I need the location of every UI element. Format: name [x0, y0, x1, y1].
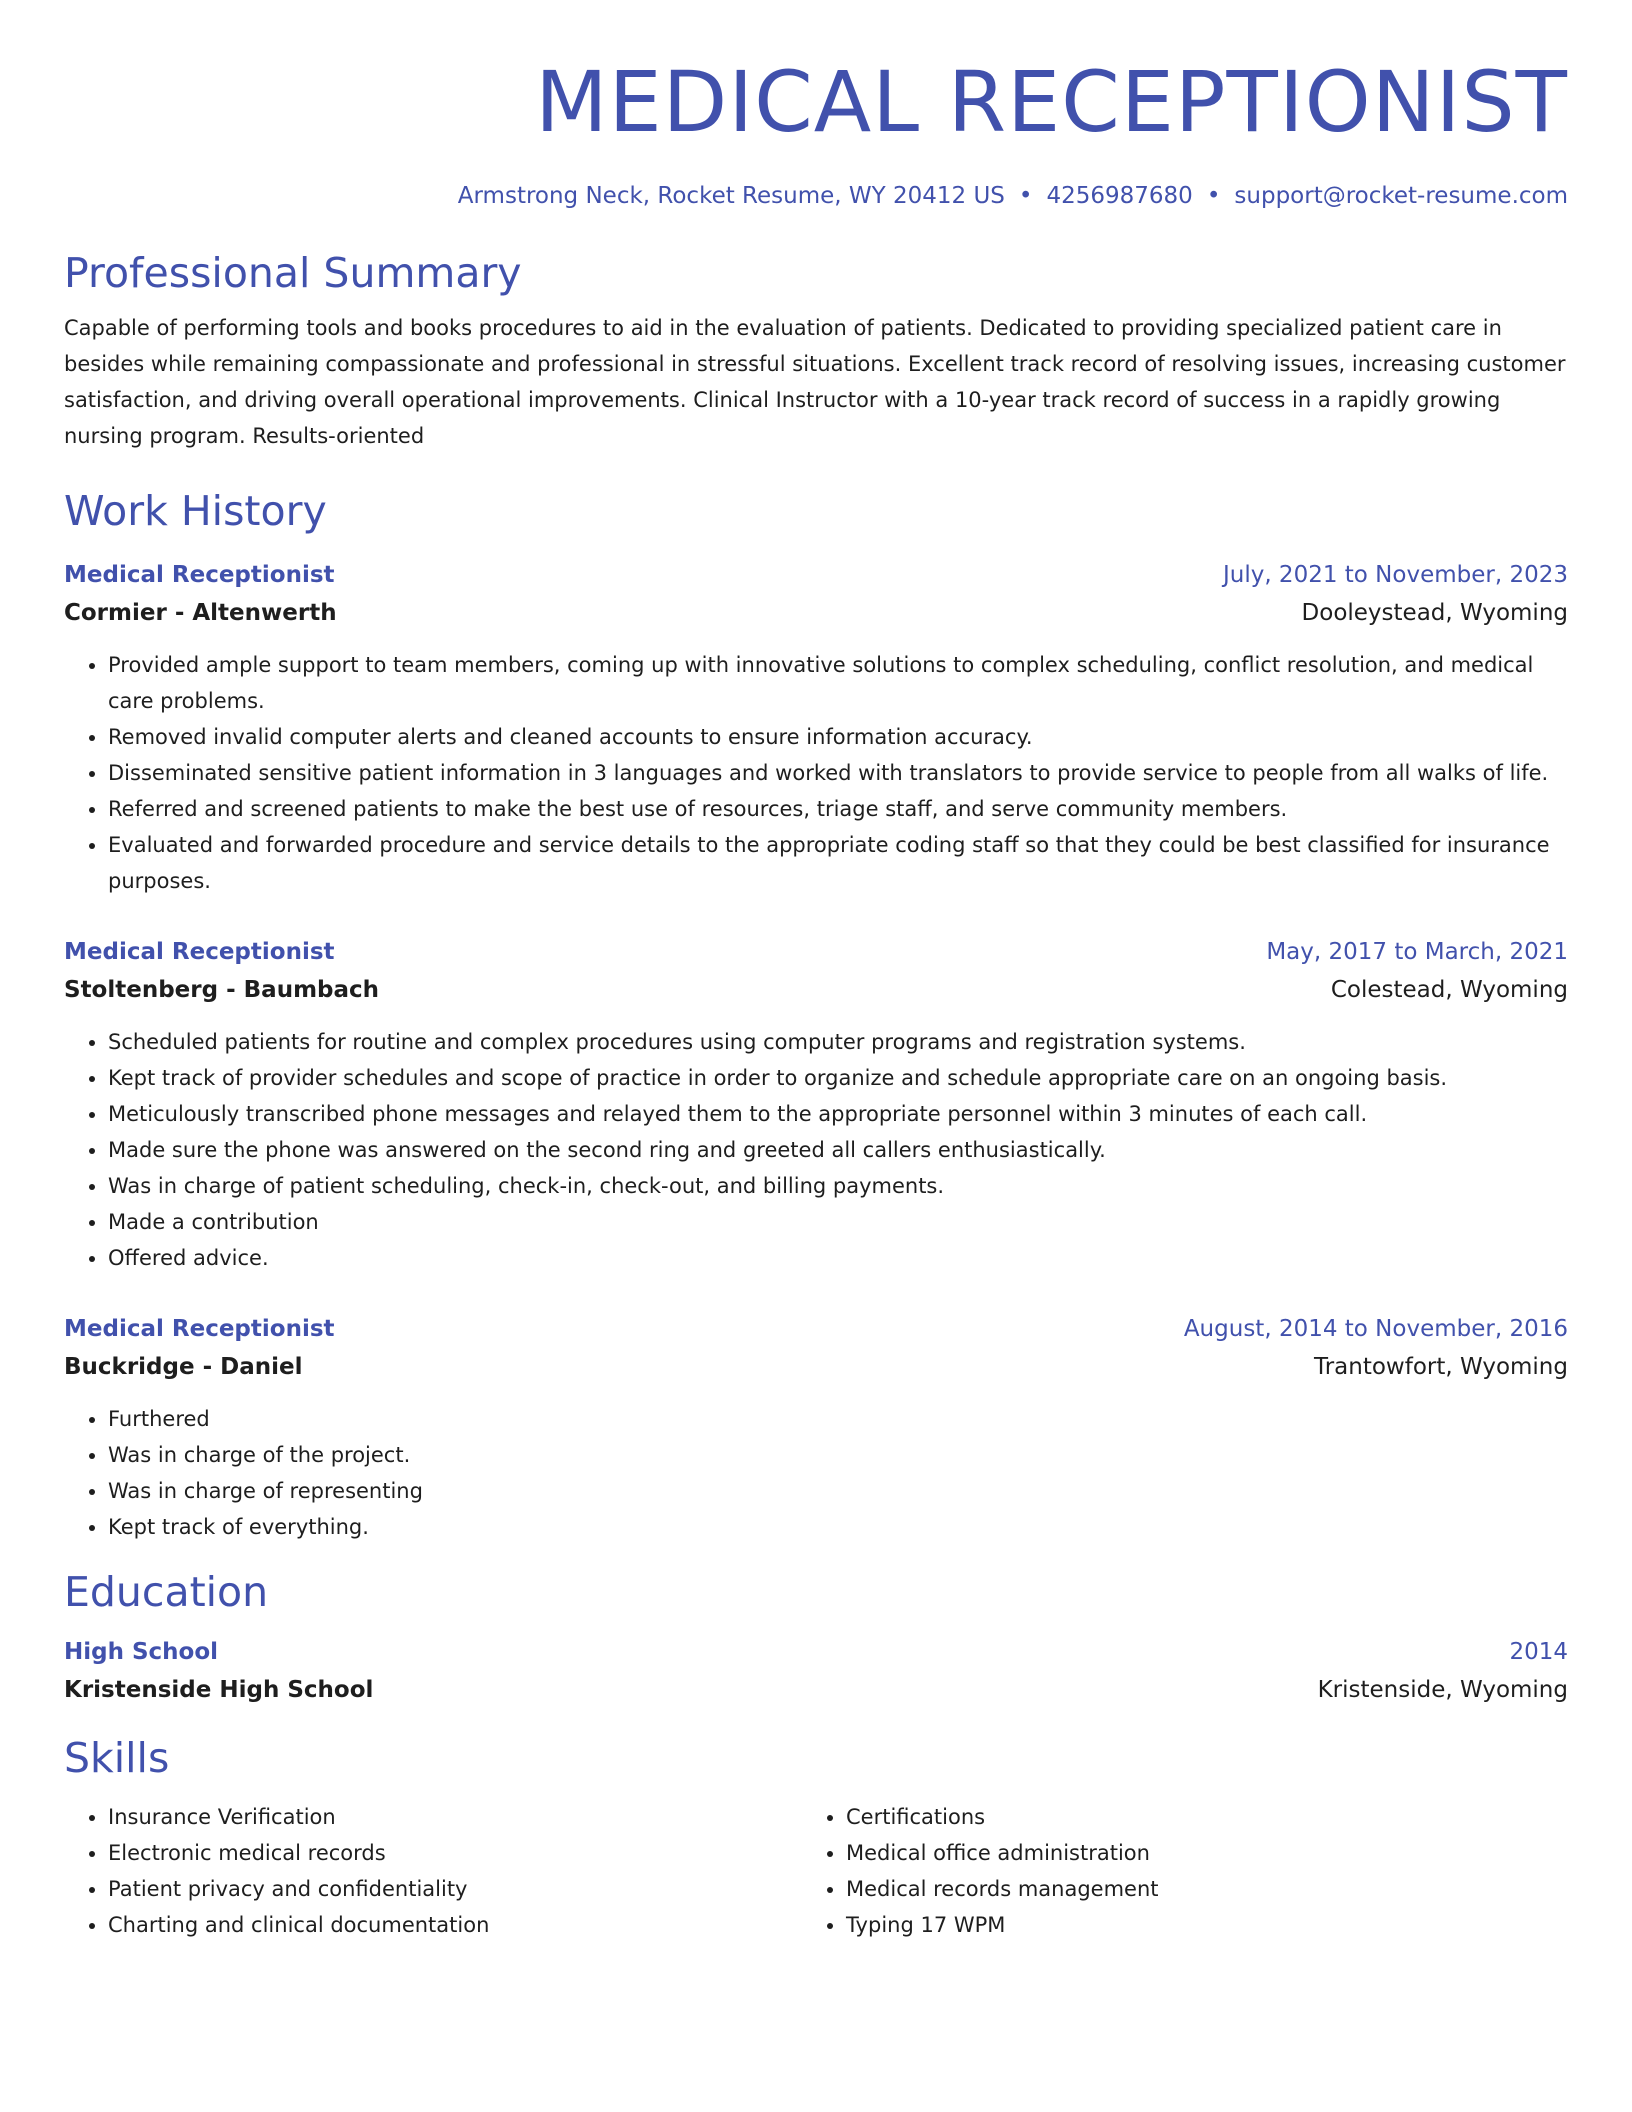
job-location: Dooleystead, Wyoming [1301, 600, 1568, 626]
contact-email: support@rocket-resume.com [1234, 183, 1568, 209]
job-bullet: • Scheduled patients for routine and complex procedures using computer programs and registration systems. [108, 1024, 1568, 1060]
job-bullet: • Kept track of provider schedules and scope of practice in order to organize and schedule appropriate care on an ongoing basis. [108, 1060, 1568, 1096]
job-entry [64, 1310, 1568, 1545]
contact-phone: 4256987680 [1046, 183, 1193, 209]
job-role: Medical Receptionist [64, 939, 335, 965]
job-entry [64, 556, 1568, 899]
job-role: Medical Receptionist [64, 562, 335, 588]
job-location: Trantowfort, Wyoming [1314, 1354, 1568, 1380]
summary-heading: Professional Summary [64, 249, 522, 297]
skills-column-left [64, 1799, 802, 1943]
contact-separator: • [1018, 183, 1033, 209]
education-year: 2014 [1509, 1639, 1568, 1665]
skill-item: • Charting and clinical documentation [108, 1907, 802, 1943]
education-location: Kristenside, Wyoming [1317, 1677, 1568, 1703]
skills-column-right [802, 1799, 1540, 1943]
education-heading: Education [64, 1568, 269, 1616]
job-dates: May, 2017 to March, 2021 [1266, 939, 1568, 965]
resume-title: MEDICAL RECEPTIONIST [535, 53, 1568, 151]
job-company: Cormier - Altenwerth [64, 600, 337, 626]
skills-list [64, 1799, 1568, 1943]
job-company: Stoltenberg - Baumbach [64, 977, 380, 1003]
job-bullet: • Furthered [108, 1401, 1568, 1437]
job-bullet: • Was in charge of representing [108, 1473, 1568, 1509]
work-history-heading: Work History [64, 487, 327, 535]
education-entry [64, 1633, 1568, 1709]
job-role: Medical Receptionist [64, 1316, 335, 1342]
contact-address: Armstrong Neck, Rocket Resume, WY 20412 US [457, 183, 1005, 209]
skill-item: • Medical records management [846, 1871, 1540, 1907]
job-entry [64, 933, 1568, 1276]
skill-item: • Medical office administration [846, 1835, 1540, 1871]
skill-item: • Typing 17 WPM [846, 1907, 1540, 1943]
job-bullets [64, 647, 1568, 899]
skills-heading: Skills [64, 1734, 170, 1782]
contact-info [64, 180, 1568, 212]
job-bullet: • Evaluated and forwarded procedure and service details to the appropriate coding staff so that they could be best classified for insurance purposes. [108, 827, 1568, 899]
job-bullets [64, 1024, 1568, 1276]
education-degree: High School [64, 1639, 219, 1665]
job-dates: August, 2014 to November, 2016 [1183, 1316, 1568, 1342]
job-location: Colestead, Wyoming [1330, 977, 1568, 1003]
job-bullet: • Offered advice. [108, 1240, 1568, 1276]
job-bullet: • Made sure the phone was answered on the second ring and greeted all callers enthusiastically. [108, 1132, 1568, 1168]
skill-item: • Certifications [846, 1799, 1540, 1835]
skill-item: • Electronic medical records [108, 1835, 802, 1871]
contact-separator: • [1206, 183, 1221, 209]
education-school: Kristenside High School [64, 1677, 374, 1703]
job-bullets [64, 1401, 1568, 1545]
job-bullet: • Was in charge of the project. [108, 1437, 1568, 1473]
job-bullet: • Was in charge of patient scheduling, check-in, check-out, and billing payments. [108, 1168, 1568, 1204]
job-bullet: • Kept track of everything. [108, 1509, 1568, 1545]
summary-text: Capable of performing tools and books procedures to aid in the evaluation of patients. Dedicated to providing specialized patient care in besides while remaining compassionate and professional in stressful situations. Excellent track record of resolving issues, increasing customer satisfaction, and driving overall operational improvements. Clinical Instructor with a 10-year track record of success in a rapidly growing nursing program. Results-oriented [64, 316, 1566, 448]
skill-item: • Patient privacy and confidentiality [108, 1871, 802, 1907]
job-bullet: • Meticulously transcribed phone messages and relayed them to the appropriate personnel within 3 minutes of each call. [108, 1096, 1568, 1132]
job-bullet: • Made a contribution [108, 1204, 1568, 1240]
job-bullet: • Provided ample support to team members, coming up with innovative solutions to complex scheduling, conflict resolution, and medical care problems. [108, 647, 1568, 719]
skill-item: • Insurance Verification [108, 1799, 802, 1835]
job-dates: July, 2021 to November, 2023 [1222, 562, 1568, 588]
job-company: Buckridge - Daniel [64, 1354, 303, 1380]
job-bullet: • Referred and screened patients to make the best use of resources, triage staff, and serve community members. [108, 791, 1568, 827]
job-bullet: • Removed invalid computer alerts and cleaned accounts to ensure information accuracy. [108, 719, 1568, 755]
job-bullet: • Disseminated sensitive patient information in 3 languages and worked with translators to provide service to people from all walks of life. [108, 755, 1568, 791]
